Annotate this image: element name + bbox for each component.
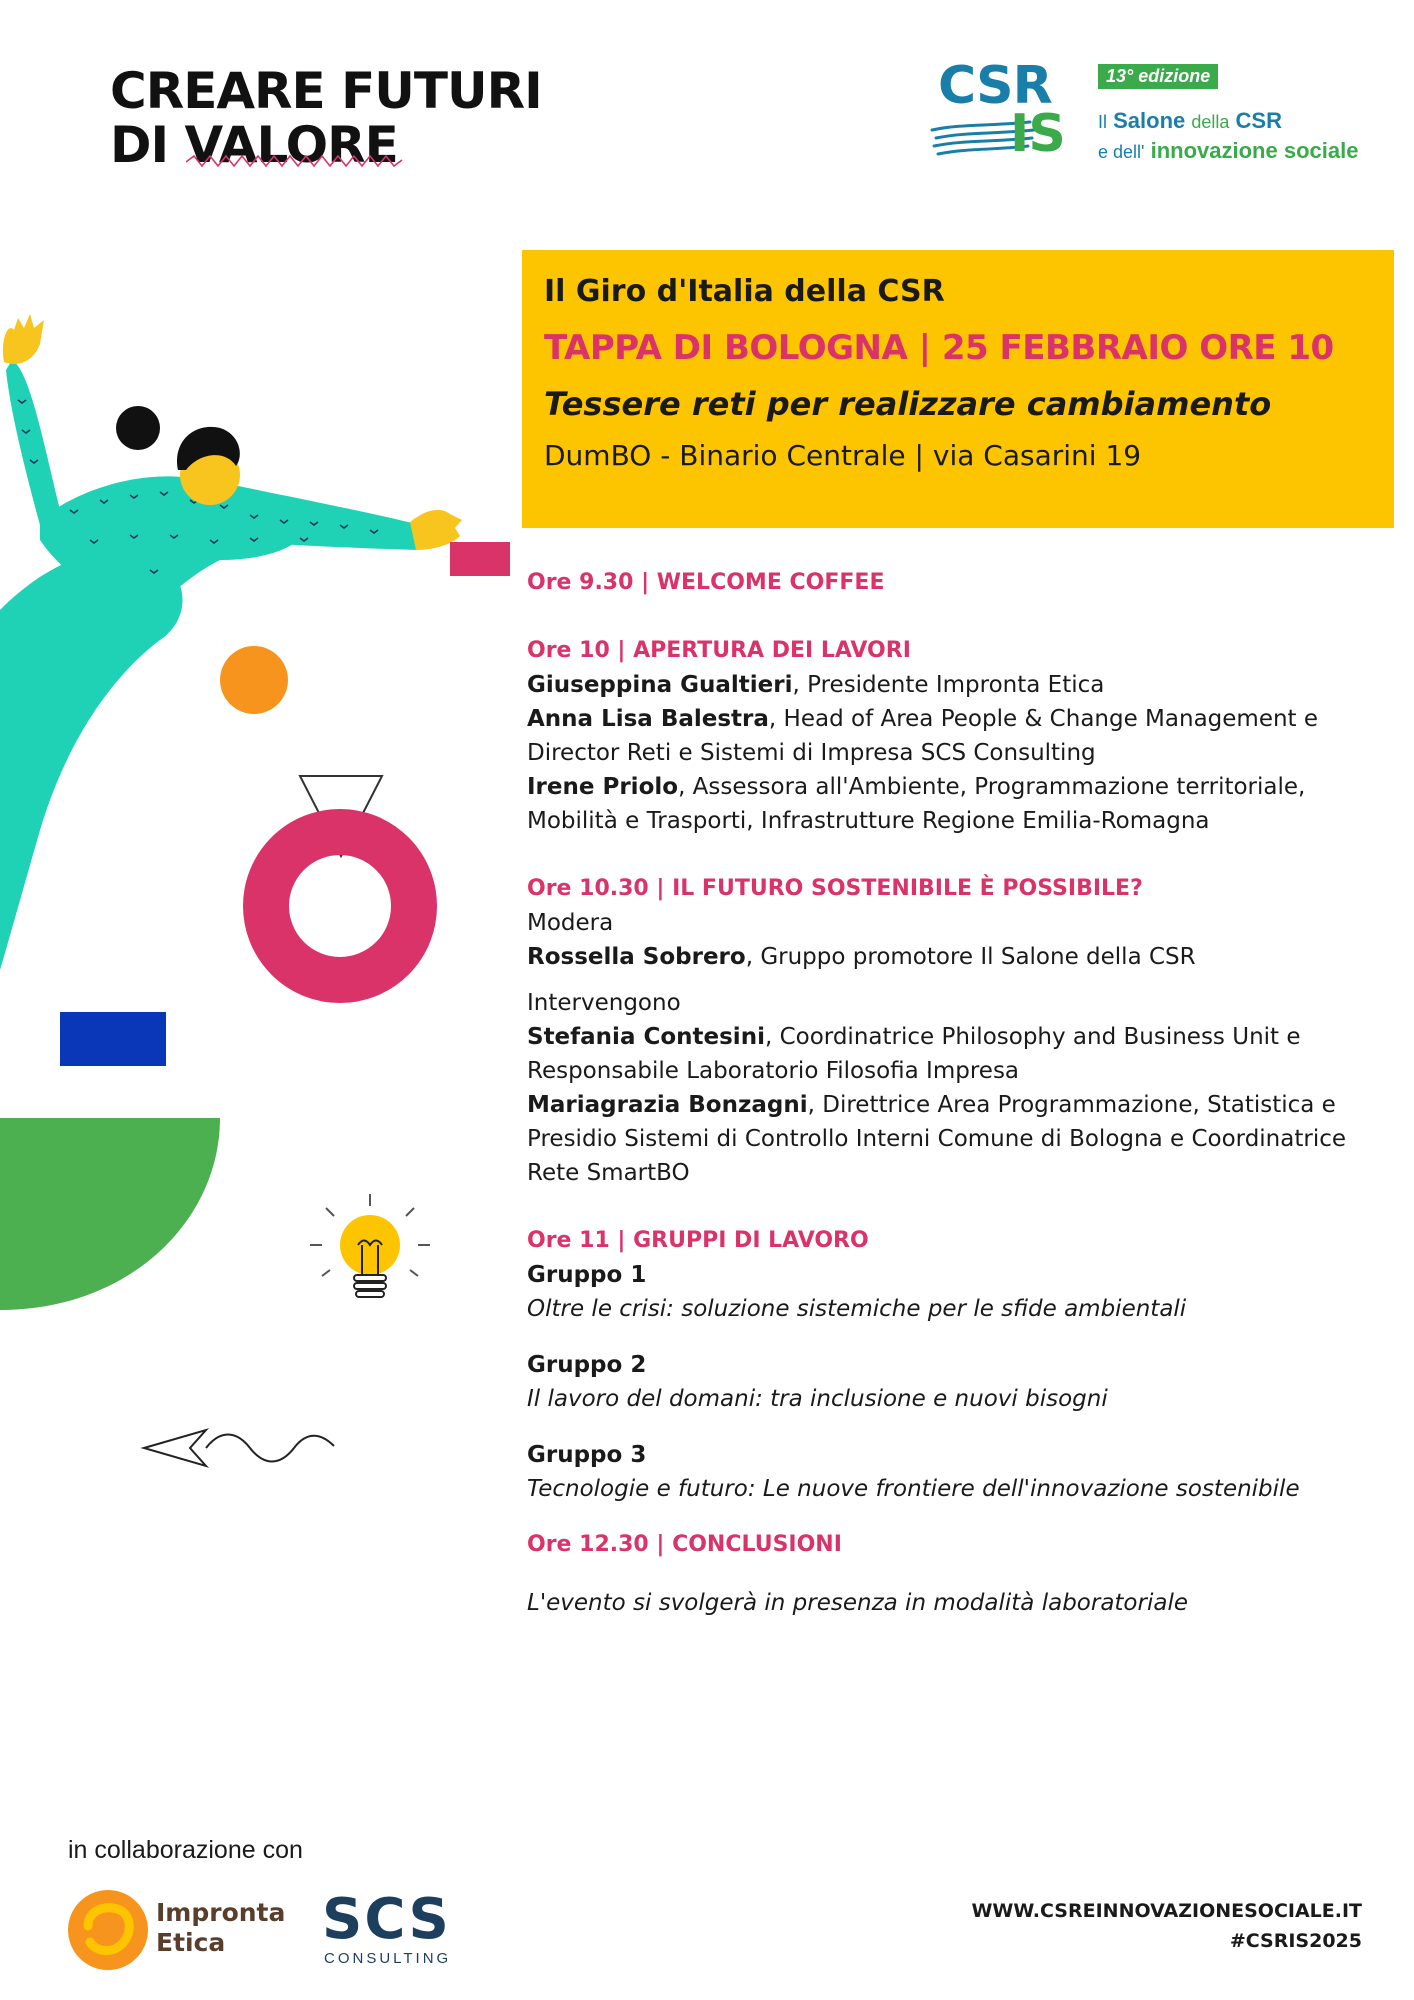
program-section-panel [527, 872, 1397, 1190]
program-section-workgroups [527, 1224, 1397, 1506]
headline-squiggle-decoration [186, 154, 406, 170]
workgroup-text: : soluzione sistemiche per le sfide ambientali [666, 1296, 1187, 1322]
workgroup-1 [527, 1258, 1397, 1326]
section-heading: Ore 10 | APERTURA DEI LAVORI [527, 638, 911, 663]
csris-logo [930, 56, 1370, 170]
speaker-role: , Head of Area People & Change Management e Director Reti e Sistemi di Impresa SCS Consulting [527, 706, 1319, 766]
workgroup-lead: Il lavoro del domani [527, 1386, 756, 1412]
section-heading: Ore 9.30 | WELCOME COFFEE [527, 570, 885, 595]
figure-legs [0, 551, 183, 970]
impronta-etica-wordmark [156, 1898, 285, 1958]
collaboration-label: in collaborazione con [68, 1836, 303, 1864]
logo-word-innovazione: innovazione sociale [1150, 138, 1359, 163]
pink-donut-shape [266, 832, 414, 980]
lightbulb-icon [310, 1194, 430, 1297]
held-pink-card [450, 542, 510, 576]
workgroup-title: Gruppo 3 [527, 1442, 647, 1468]
event-date: TAPPA DI BOLOGNA | 25 FEBBRAIO ORE 10 [544, 328, 1334, 368]
speaker-entry [527, 668, 1397, 702]
logo-is-text: IS [1010, 104, 1065, 164]
speaker-entry [527, 1088, 1397, 1190]
speaker-entry [527, 770, 1397, 838]
figure-hair-bun [116, 406, 160, 450]
etica-word: Etica [156, 1928, 226, 1957]
logo-word-salone: Salone [1113, 108, 1186, 133]
orange-circle-shape [220, 646, 288, 714]
speaker-entry [527, 1020, 1397, 1088]
workgroup-description [527, 1472, 1397, 1506]
speaker-role: , Presidente Impronta Etica [792, 672, 1105, 698]
speaker-role: , Direttrice Area Programmazione, Statistica e Presidio Sistemi di Controllo Interni Comune di Bologna e Coordinatrice Rete SmartBO [527, 1092, 1347, 1186]
workgroup-lead: Oltre le crisi [527, 1296, 667, 1322]
logo-word-della: della [1191, 112, 1230, 132]
workgroup-description [527, 1382, 1397, 1416]
workgroup-title: Gruppo 1 [527, 1262, 647, 1288]
workgroup-lead: Tecnologie e futuro [527, 1476, 748, 1502]
decorative-illustration [0, 310, 520, 1480]
impronta-etica-logo [66, 1888, 306, 1976]
workgroup-2 [527, 1348, 1397, 1416]
workgroup-description [527, 1292, 1397, 1326]
program-section-welcome [527, 566, 1397, 600]
headline-line-1: CREARE FUTURI [110, 62, 542, 120]
footer-contacts [971, 1896, 1362, 1956]
figure-raised-hand [3, 314, 44, 364]
logo-word-csr: CSR [1235, 108, 1282, 133]
speaker-role: , Assessora all'Ambiente, Programmazione territoriale, Mobilità e Trasporti, Infrastrutture Regione Emilia-Romagna [527, 774, 1306, 834]
workgroup-3 [527, 1438, 1397, 1506]
event-subtitle: Tessere reti per realizzare cambiamento [544, 385, 1272, 423]
program-section-opening [527, 634, 1397, 838]
workgroup-text: : tra inclusione e nuovi bisogni [755, 1386, 1108, 1412]
arrow-squiggle-icon [144, 1430, 334, 1466]
figure-extended-arm [210, 480, 420, 550]
program-section-conclusions [527, 1528, 1397, 1562]
logo-word-il: Il [1098, 112, 1107, 132]
section-heading: Ore 11 | GRUPPI DI LAVORO [527, 1228, 869, 1253]
speaker-name: Rossella Sobrero [527, 944, 746, 970]
logo-tagline-2 [1098, 138, 1358, 164]
section-heading: Ore 10.30 | IL FUTURO SOSTENIBILE È POSSIBILE? [527, 876, 1143, 901]
event-info-box [522, 250, 1394, 528]
logo-csr-text: CSR [938, 56, 1052, 116]
section-heading: Ore 12.30 | CONCLUSIONI [527, 1532, 842, 1557]
logo-tagline-1 [1098, 108, 1282, 134]
website-url[interactable]: WWW.CSREINNOVAZIONESOCIALE.IT [971, 1900, 1362, 1922]
scs-consulting-logo [322, 1887, 472, 1980]
event-title: Il Giro d'Italia della CSR [544, 274, 945, 309]
event-place: DumBO - Binario Centrale | via Casarini 19 [544, 439, 1142, 472]
blue-rectangle-shape [60, 1012, 166, 1066]
speaker-entry [527, 702, 1397, 770]
workgroup-title: Gruppo 2 [527, 1352, 647, 1378]
speaker-name: Anna Lisa Balestra [527, 706, 769, 732]
impronta-word: Impronta [156, 1898, 286, 1927]
green-half-circle-shape [0, 1118, 220, 1310]
speaker-name: Stefania Contesini [527, 1024, 765, 1050]
logo-edition-badge: 13° edizione [1098, 64, 1218, 89]
speaker-role: , Coordinatrice Philosophy and Business Unit e Responsabile Laboratorio Filosofia Impresa [527, 1024, 1301, 1084]
moderator-label: Modera [527, 910, 614, 936]
impronta-etica-mark-icon [66, 1888, 150, 1972]
speaker-entry [527, 940, 1397, 974]
speakers-label: Intervengono [527, 990, 681, 1016]
speaker-name: Mariagrazia Bonzagni [527, 1092, 808, 1118]
figure-raised-arm [6, 360, 60, 525]
event-note: L'evento si svolgerà in presenza in modalità laboratoriale [527, 1590, 1188, 1616]
speaker-name: Giuseppina Gualtieri [527, 672, 793, 698]
logo-word-edell: e dell' [1098, 142, 1145, 162]
event-program [527, 566, 1397, 1620]
event-hashtag: #CSRIS2025 [1229, 1930, 1362, 1952]
scs-wordmark: SCS [322, 1887, 451, 1952]
speaker-name: Irene Priolo [527, 774, 679, 800]
headline-line-2: DI VALORE [110, 116, 398, 174]
scs-subtitle: CONSULTING [324, 1950, 452, 1967]
workgroup-text: : Le nuove frontiere dell'innovazione sostenibile [747, 1476, 1300, 1502]
speaker-role: , Gruppo promotore Il Salone della CSR [745, 944, 1196, 970]
